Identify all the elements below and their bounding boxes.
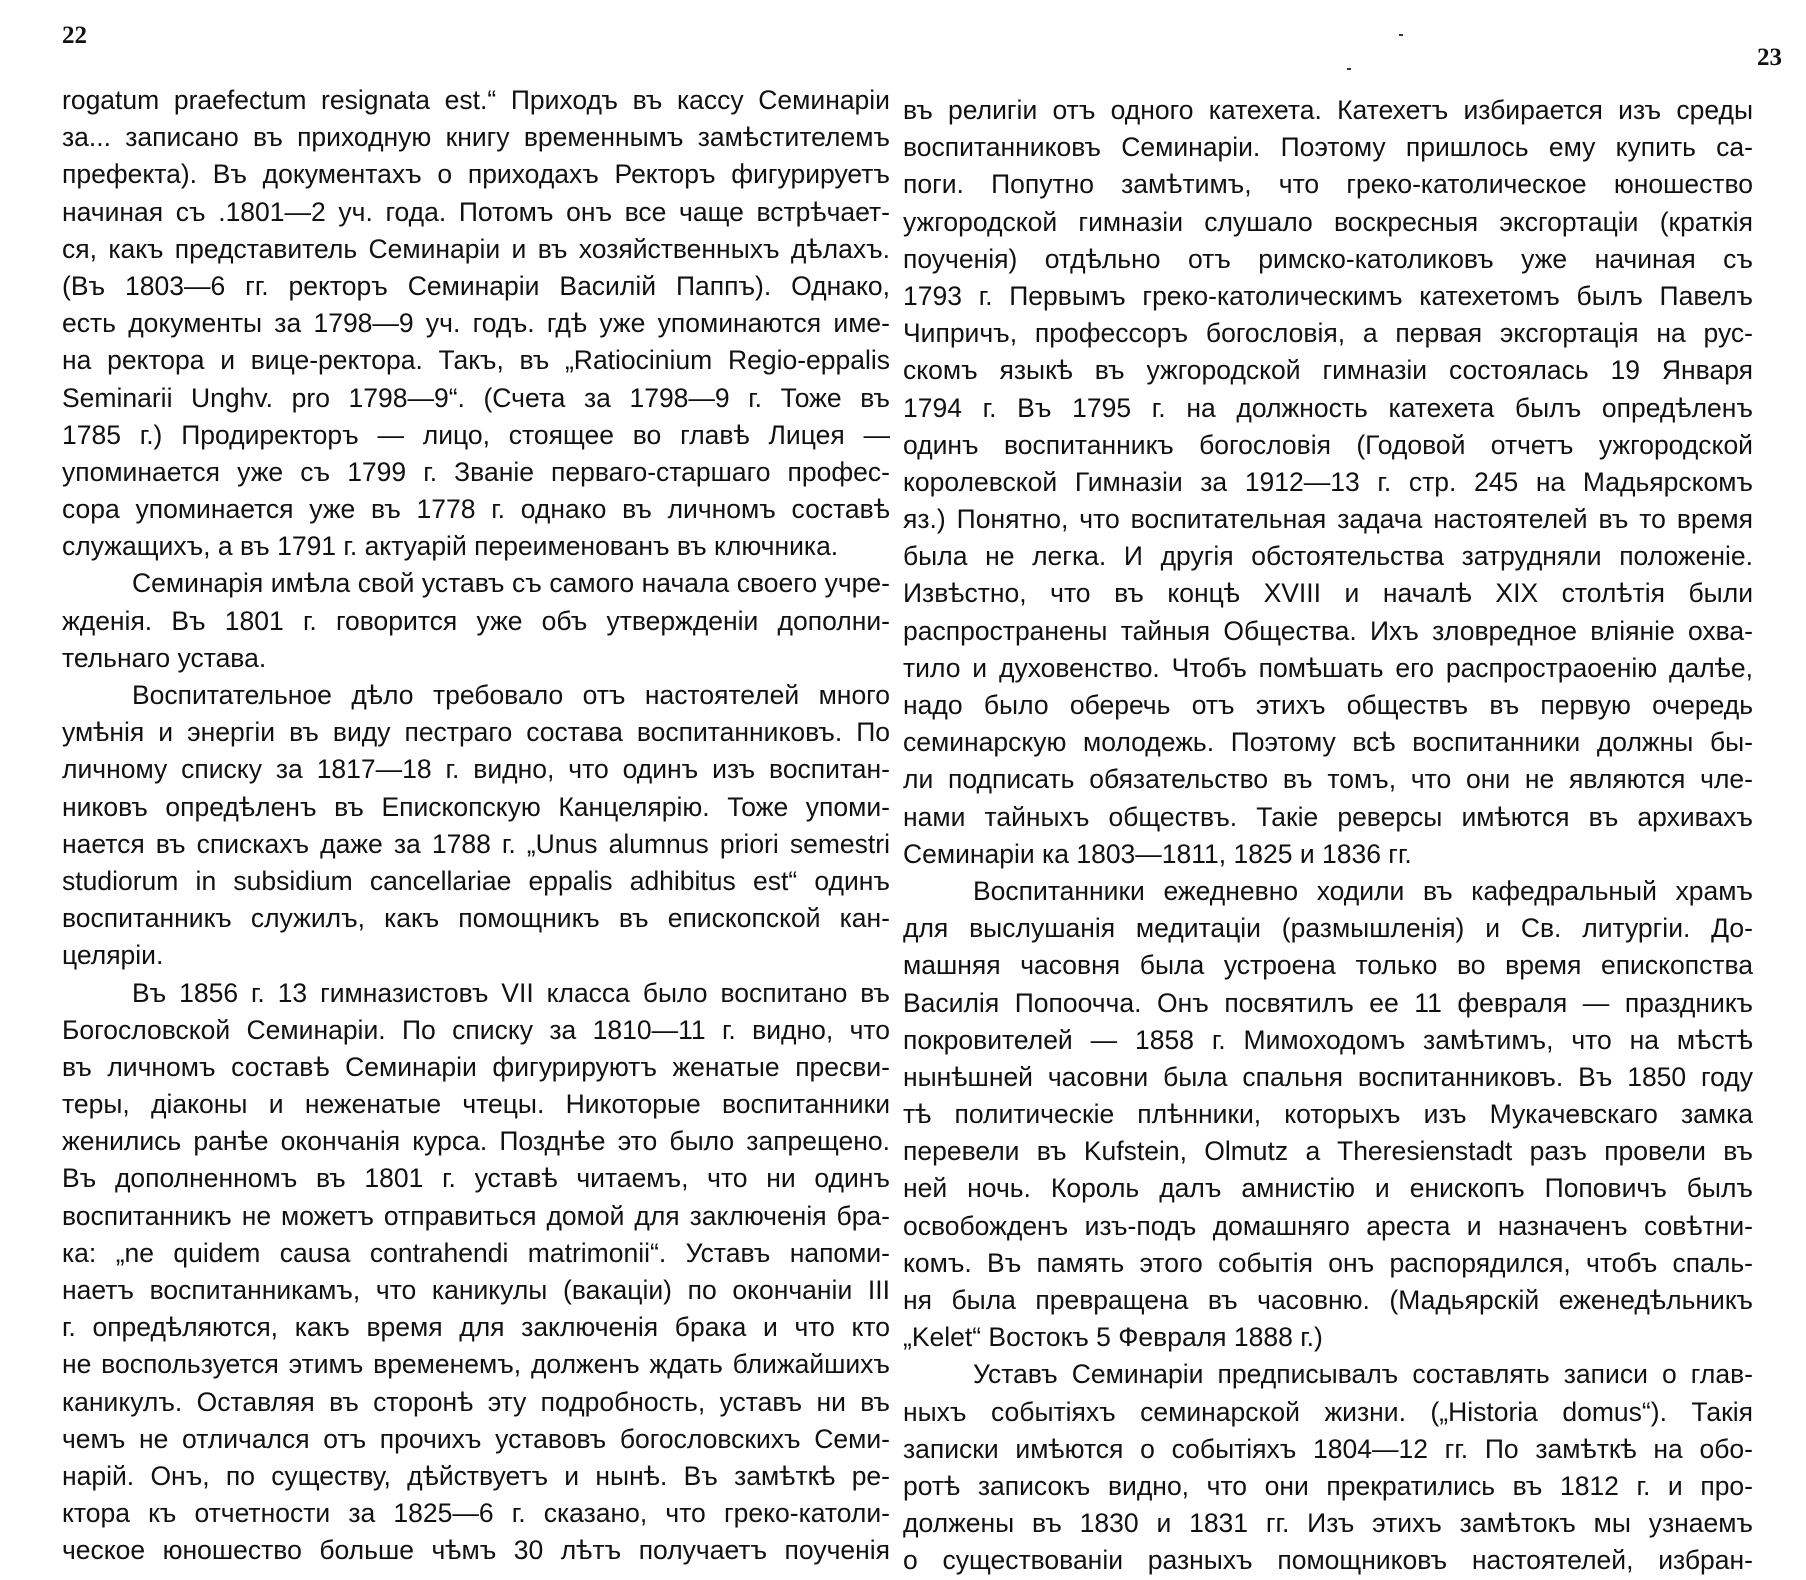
text-line: была не легка. И другія обстоятельства затрудняли положеніе. bbox=[903, 541, 1753, 572]
page-number-right: 23 bbox=[1757, 44, 1782, 71]
text-line: поги. Попутно замѣтимъ, что греко-католическое юношество bbox=[903, 169, 1753, 200]
text-line: жденія. Въ 1801 г. говорится уже объ утвержденіи дополни- bbox=[62, 605, 890, 636]
text-line: яз.) Понятно, что воспитательная задача настоятелей въ то время bbox=[903, 504, 1753, 535]
text-line: никовъ опредѣленъ въ Епископскую Канцелярію. Тоже упоми- bbox=[62, 791, 890, 822]
text-line: воспитанникъ служилъ, какъ помощникъ въ епископской кан- bbox=[62, 903, 890, 934]
text-line: Seminarii Unghv. pro 1798—9“. (Счета за 1798—9 г. Тоже въ bbox=[62, 382, 890, 413]
text-line: ся, какъ представитель Семинаріи и въ хозяйственныхъ дѣлахъ. bbox=[62, 233, 890, 264]
text-line: женились ранѣе окончанія курса. Позднѣе это было запрещено. bbox=[62, 1126, 890, 1157]
text-line: Богословской Семинаріи. По списку за 1810—11 г. видно, что bbox=[62, 1014, 890, 1045]
text-line: комъ. Въ память этого событія онъ распорядился, чтобъ спаль- bbox=[903, 1247, 1753, 1278]
text-line: перевели въ Kufstein, Olmutz a Theresienstadt разъ провели въ bbox=[903, 1136, 1753, 1167]
scan-speck bbox=[1399, 34, 1403, 36]
text-line: ужгородской гимназіи слушало воскресныя эксгортаціи (краткія bbox=[903, 206, 1753, 237]
text-line: Воспитательное дѣло требовало отъ настоятелей много bbox=[132, 680, 890, 710]
text-line: ня была превращена въ часовню. (Мадьярскій еженедѣльникъ bbox=[903, 1285, 1753, 1315]
text-line: упоминается уже съ 1799 г. Званіе перваго-старшаго профес- bbox=[62, 456, 890, 487]
text-line: должены въ 1830 и 1831 гг. Изъ этихъ замѣтокъ мы узнаемъ bbox=[903, 1508, 1753, 1539]
text-line: Чипричъ, профессоръ богословія, а первая эксгортація на рус- bbox=[903, 318, 1753, 349]
text-line: есть документы за 1798—9 уч. годъ. гдѣ уже упоминаются име- bbox=[62, 308, 890, 339]
text-line: на ректора и вице-ректора. Такъ, въ „Ratiocinium Regio-eppalis bbox=[62, 345, 890, 376]
text-line: Воспитанники ежедневно ходили въ кафедральный храмъ bbox=[973, 875, 1753, 906]
text-line: за... записано въ приходную книгу временнымъ замѣстителемъ bbox=[62, 122, 890, 153]
text-line: нарій. Онъ, по существу, дѣйствуетъ и нынѣ. Въ замѣткѣ ре- bbox=[62, 1460, 890, 1491]
text-line: нается въ спискахъ даже за 1788 г. „Unus alumnus priori semestri bbox=[62, 828, 890, 859]
text-line: „Kelet“ Востокъ 5 Февраля 1888 г.) bbox=[903, 1322, 1323, 1353]
text-line: въ религіи отъ одного катехета. Катехетъ избирается изъ среды bbox=[903, 95, 1753, 125]
text-line: наетъ воспитанникамъ, что каникулы (вакаціи) по окончаніи III bbox=[62, 1275, 890, 1305]
left-page-text bbox=[62, 82, 890, 1570]
text-line: тельнаго устава. bbox=[62, 642, 267, 673]
text-line: Василія Попоочча. Онъ посвятилъ ее 11 февраля — праздникъ bbox=[903, 987, 1753, 1018]
text-line: королевской Гимназіи за 1912—13 г. стр. 245 на Мадьярскомъ bbox=[903, 466, 1753, 497]
text-line: воспитанниковъ Семинаріи. Поэтому пришлось ему купить са- bbox=[903, 132, 1753, 163]
text-line: ныхъ событіяхъ семинарской жизни. („Historia domus“). Такія bbox=[903, 1396, 1753, 1427]
text-line: покровителей — 1858 г. Мимоходомъ замѣтимъ, что на мѣстѣ bbox=[903, 1024, 1753, 1055]
text-line: машняя часовня была устроена только во время епископства bbox=[903, 950, 1753, 981]
text-line: ней ночь. Король далъ амнистію и енископъ Поповичъ былъ bbox=[903, 1173, 1753, 1204]
right-page bbox=[903, 0, 1806, 1576]
text-line: г. опредѣляются, какъ время для заключенія брака и что кто bbox=[62, 1312, 890, 1343]
text-line: Уставъ Семинаріи предписывалъ составлять записи о глав- bbox=[973, 1359, 1753, 1390]
text-line: 1794 г. Въ 1795 г. на должность катехета былъ опредѣленъ bbox=[903, 392, 1753, 423]
text-line: не воспользуется этимъ временемъ, долженъ ждать ближайшихъ bbox=[62, 1349, 890, 1380]
text-line: нами тайныхъ обществъ. Такіе реверсы имѣются въ архивахъ bbox=[903, 801, 1753, 832]
text-line: каникулъ. Оставляя въ сторонѣ эту подробность, уставъ ни въ bbox=[62, 1386, 890, 1417]
text-line: Семинаріи ка 1803—1811, 1825 и 1836 гг. bbox=[903, 838, 1412, 869]
text-line: целяріи. bbox=[62, 940, 164, 971]
text-line: умѣнія и энергіи въ виду пестраго состава воспитанниковъ. По bbox=[62, 717, 890, 748]
text-line: для выслушанія медитаціи (размышленія) и Св. литургіи. До- bbox=[903, 913, 1753, 944]
text-line: о существованіи разныхъ помощниковъ настоятелей, избран- bbox=[903, 1545, 1753, 1576]
text-line: скомъ языкѣ въ ужгородской гимназіи состоялась 19 Января bbox=[903, 355, 1753, 386]
text-line: ли подписать обязательство въ томъ, что они не являются чле- bbox=[903, 764, 1753, 795]
text-line: префекта). Въ документахъ о приходахъ Ректоръ фигурируетъ bbox=[62, 159, 890, 190]
page-number-left: 22 bbox=[62, 22, 87, 49]
scan-speck bbox=[1347, 68, 1351, 70]
text-line: ктора къ отчетности за 1825—6 г. сказано, что греко-католи- bbox=[62, 1498, 890, 1529]
text-line: семинарскую молодежь. Поэтому всѣ воспитанники должны бы- bbox=[903, 727, 1753, 758]
text-line: теры, діаконы и неженатые чтецы. Никоторые воспитанники bbox=[62, 1089, 890, 1120]
text-line: въ личномъ составѣ Семинаріи фигурируютъ женатые пресви- bbox=[62, 1051, 890, 1082]
text-line: личному списку за 1817—18 г. видно, что одинъ изъ воспитан- bbox=[62, 754, 890, 785]
text-line: (Въ 1803—6 гг. ректоръ Семинаріи Василій Паппъ). Однако, bbox=[62, 270, 890, 301]
text-line: тѣ политическіе плѣнники, которыхъ изъ Мукачевскаго замка bbox=[903, 1099, 1753, 1130]
text-line: studiorum in subsidium cancellariae eppalis adhibitus est“ одинъ bbox=[62, 865, 890, 896]
text-line: Извѣстно, что въ концѣ XVIII и началѣ XIX столѣтія были bbox=[903, 578, 1753, 609]
text-line: освобожденъ изъ-подъ домашняго ареста и назначенъ совѣтни- bbox=[903, 1210, 1753, 1241]
text-line: ротѣ записокъ видно, что они прекратились въ 1812 г. и про- bbox=[903, 1470, 1753, 1501]
text-line: 1785 г.) Продиректоръ — лицо, стоящее во главѣ Лицея — bbox=[62, 419, 890, 450]
text-line: одинъ воспитанникъ богословія (Годовой отчетъ ужгородской bbox=[903, 429, 1753, 460]
text-line: поученія) отдѣльно отъ римско-католиковъ уже начиная съ bbox=[903, 243, 1753, 274]
left-page bbox=[0, 0, 900, 1566]
text-line: надо было оберечь отъ этихъ обществъ въ первую очередь bbox=[903, 690, 1753, 720]
text-line: rogatum praefectum resignata est.“ Приходъ въ кассу Семинаріи bbox=[62, 85, 890, 115]
text-line: сора упоминается уже въ 1778 г. однако въ личномъ составѣ bbox=[62, 494, 890, 525]
text-line: распространены тайныя Общества. Ихъ зловредное вліяніе охва- bbox=[903, 615, 1753, 646]
text-line: 1793 г. Первымъ греко-католическимъ катехетомъ былъ Павелъ bbox=[903, 280, 1753, 311]
text-line: ческое юношество больше чѣмъ 30 лѣтъ получаетъ поученія bbox=[62, 1535, 890, 1566]
text-line: нынѣшней часовни была спальня воспитанниковъ. Въ 1850 году bbox=[903, 1061, 1753, 1092]
right-page-text bbox=[903, 92, 1753, 1580]
text-line: воспитанникъ не можетъ отправиться домой для заключенія бра- bbox=[62, 1200, 890, 1231]
text-line: Въ дополненномъ въ 1801 г. уставѣ читаемъ, что ни одинъ bbox=[62, 1163, 890, 1194]
text-line: ка: „ne quidem causa contrahendi matrimonii“. Уставъ напоми- bbox=[62, 1237, 890, 1268]
text-line: начиная съ .1801—2 уч. года. Потомъ онъ все чаще встрѣчает- bbox=[62, 196, 890, 227]
text-line: Въ 1856 г. 13 гимназистовъ VII класса было воспитано въ bbox=[132, 977, 890, 1008]
text-line: чемъ не отличался отъ прочихъ уставовъ богословскихъ Семи- bbox=[62, 1423, 890, 1454]
text-line: тило и духовенство. Чтобъ помѣшать его распростраоенію далѣе, bbox=[903, 652, 1753, 683]
text-line: служащихъ, а въ 1791 г. актуарій переименованъ въ ключника. bbox=[62, 531, 839, 562]
text-line: Семинарія имѣла свой уставъ съ самого начала своего учре- bbox=[132, 568, 890, 599]
text-line: записки имѣются о событіяхъ 1804—12 гг. По замѣткѣ на обо- bbox=[903, 1433, 1753, 1464]
